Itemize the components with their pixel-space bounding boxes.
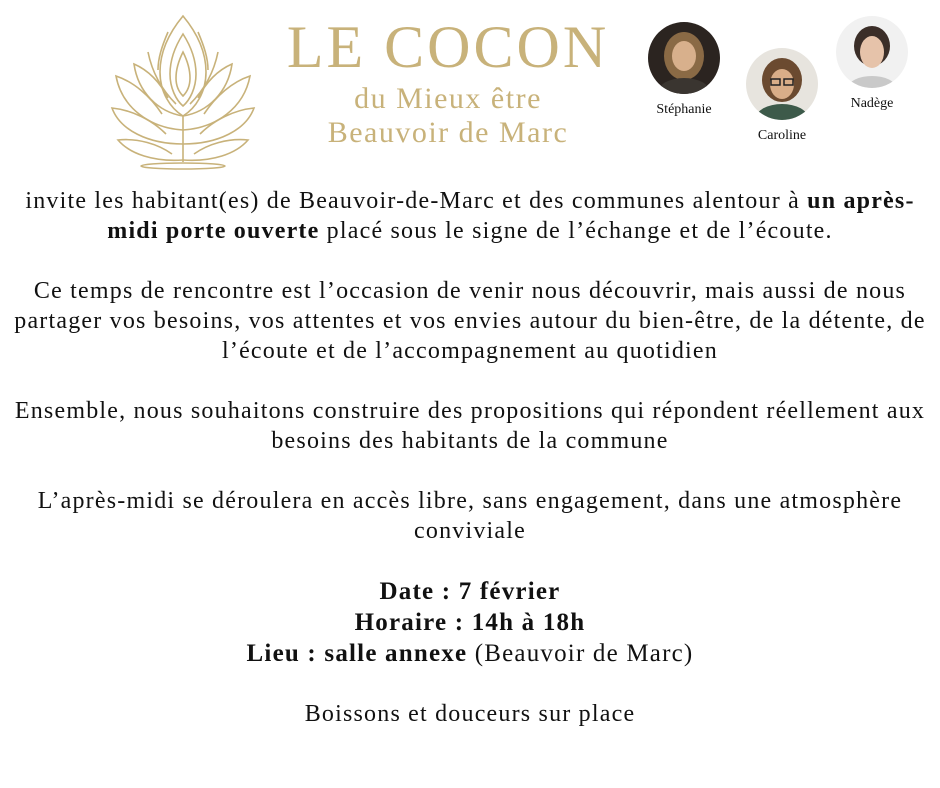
person-caroline: [746, 48, 818, 144]
event-time: Horaire : 14h à 18h: [354, 609, 586, 636]
closing-line: Boissons et douceurs sur place: [304, 701, 636, 727]
event-date: Date : 7 février: [379, 578, 561, 605]
page-title: LE COCON: [286, 14, 610, 80]
paragraph-3: Ensemble, nous souhaitons construire des propositions qui répondent réellement aux besoins des habitants de la commune: [14, 398, 926, 454]
location-label: Lieu : salle annexe: [246, 640, 468, 667]
person-nadege: [836, 16, 908, 112]
person-name: Nadège: [850, 96, 894, 111]
paragraph-4: L’après-midi se déroulera en accès libre, sans engagement, dans une atmosphère conviviale: [37, 488, 903, 544]
portrait-photo: [746, 48, 818, 120]
intro-text-end: placé sous le signe de l’échange et de l’écoute.: [319, 218, 833, 244]
portrait-photo: [836, 16, 908, 88]
header: [0, 0, 940, 180]
subtitle-line-2: Beauvoir de Marc: [327, 116, 569, 149]
intro-paragraph: [0, 186, 940, 246]
avatar: [836, 16, 908, 88]
event-location: [0, 638, 940, 669]
person-stephanie: [648, 22, 720, 118]
person-name: Caroline: [757, 128, 807, 143]
portrait-photo: [648, 22, 720, 94]
title-block: [268, 14, 628, 150]
lotus-logo: [108, 12, 258, 172]
location-detail: (Beauvoir de Marc): [467, 640, 694, 667]
event-info: [0, 576, 940, 669]
paragraph-2: Ce temps de rencontre est l’occasion de venir nous découvrir, mais aussi de nous partager vos besoins, vos attentes et vos envies autour du bien-être, de la détente, de l’écoute et de l’accompagnement au quotidien: [14, 278, 926, 364]
subtitle-line-1: du Mieux être: [354, 82, 542, 115]
intro-highlight: un après-midi porte ouverte: [107, 188, 915, 244]
avatar: [746, 48, 818, 120]
intro-text: invite les habitant(es) de Beauvoir-de-Marc et des communes alentour à: [25, 188, 808, 214]
avatar: [648, 22, 720, 94]
invitation-text: [0, 186, 940, 759]
person-name: Stéphanie: [656, 102, 712, 117]
